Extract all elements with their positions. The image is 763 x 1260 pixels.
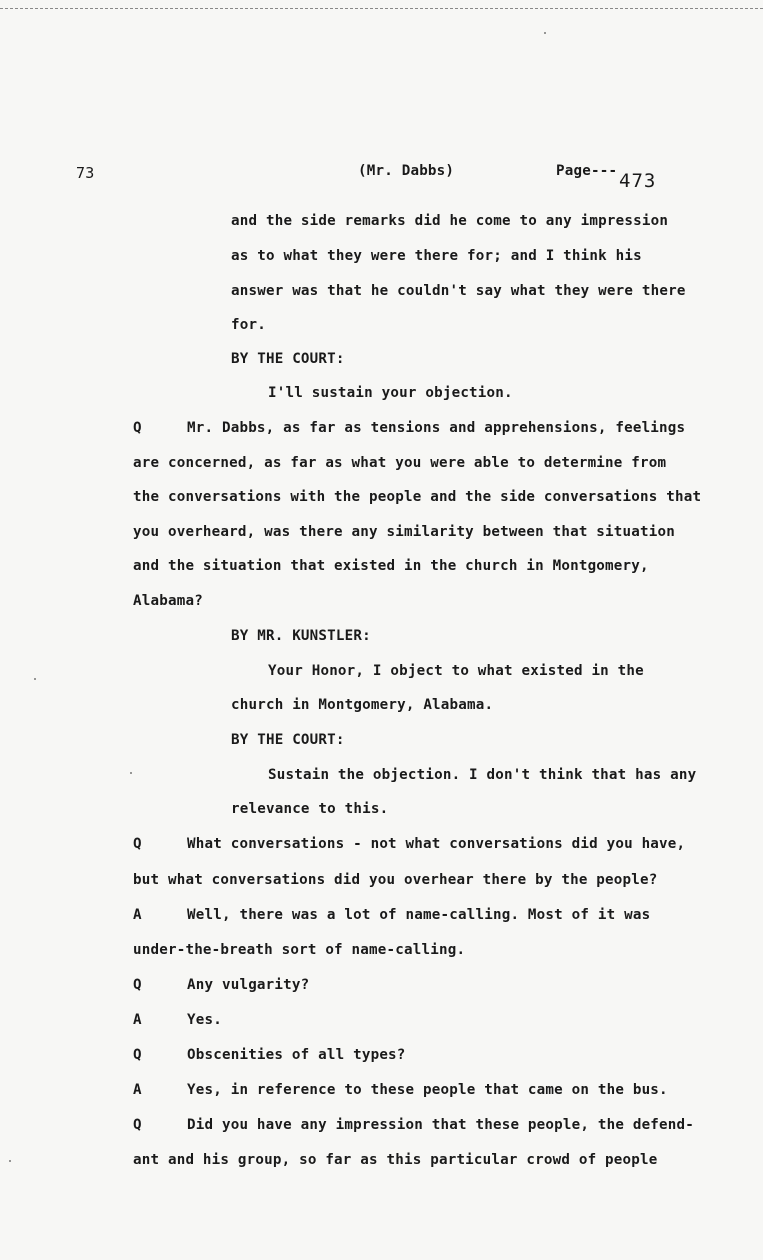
transcript-line: and the side remarks did he come to any impression (231, 213, 669, 229)
transcript-line: Any vulgarity? (187, 977, 310, 993)
transcript-line: Obscenities of all types? (187, 1047, 406, 1063)
answer-marker: A (133, 907, 142, 923)
transcript-line: are concerned, as far as what you were able to determine from (133, 455, 667, 471)
transcript-line: Mr. Dabbs, as far as tensions and apprehensions, feelings (187, 420, 686, 436)
scan-speck (9, 1160, 11, 1162)
answer-marker: A (133, 1012, 142, 1028)
transcript-line: Sustain the objection. I don't think that has any (268, 767, 697, 783)
question-marker: Q (133, 420, 142, 436)
transcript-line: for. (231, 317, 266, 333)
transcript-line: Yes, in reference to these people that came on the bus. (187, 1082, 668, 1098)
question-marker: Q (133, 1117, 142, 1133)
header-page-label: Page--- (556, 163, 618, 179)
transcript-line: Alabama? (133, 593, 203, 609)
transcript-line: but what conversations did you overhear there by the people? (133, 872, 658, 888)
transcript-line: relevance to this. (231, 801, 389, 817)
transcript-line: I'll sustain your objection. (268, 385, 513, 401)
transcript-line: What conversations - not what conversations did you have, (187, 836, 686, 852)
scan-speck (130, 772, 132, 774)
transcript-line: as to what they were there for; and I think his (231, 248, 642, 264)
transcript-line: the conversations with the people and the side conversations that (133, 489, 702, 505)
speaker-heading: BY THE COURT: (231, 351, 345, 367)
question-marker: Q (133, 977, 142, 993)
transcript-line: you overheard, was there any similarity between that situation (133, 524, 675, 540)
speaker-heading: BY MR. KUNSTLER: (231, 628, 371, 644)
transcript-line: under-the-breath sort of name-calling. (133, 942, 466, 958)
transcript-line: Your Honor, I object to what existed in the (268, 663, 644, 679)
scan-speck (544, 32, 546, 34)
question-marker: Q (133, 836, 142, 852)
header-page-number: 473 (619, 170, 657, 192)
transcript-line: Well, there was a lot of name-calling. Most of it was (187, 907, 651, 923)
page-top-edge (0, 0, 763, 9)
transcript-line: answer was that he couldn't say what they were there (231, 283, 686, 299)
scan-speck (34, 678, 36, 680)
left-page-number: 73 (76, 164, 95, 182)
transcript-line: church in Montgomery, Alabama. (231, 697, 494, 713)
question-marker: Q (133, 1047, 142, 1063)
speaker-heading: BY THE COURT: (231, 732, 345, 748)
transcript-line: and the situation that existed in the church in Montgomery, (133, 558, 649, 574)
transcript-line: Did you have any impression that these people, the defend- (187, 1117, 695, 1133)
header-speaker: (Mr. Dabbs) (358, 163, 455, 179)
transcript-line: Yes. (187, 1012, 222, 1028)
transcript-line: ant and his group, so far as this particular crowd of people (133, 1152, 658, 1168)
answer-marker: A (133, 1082, 142, 1098)
